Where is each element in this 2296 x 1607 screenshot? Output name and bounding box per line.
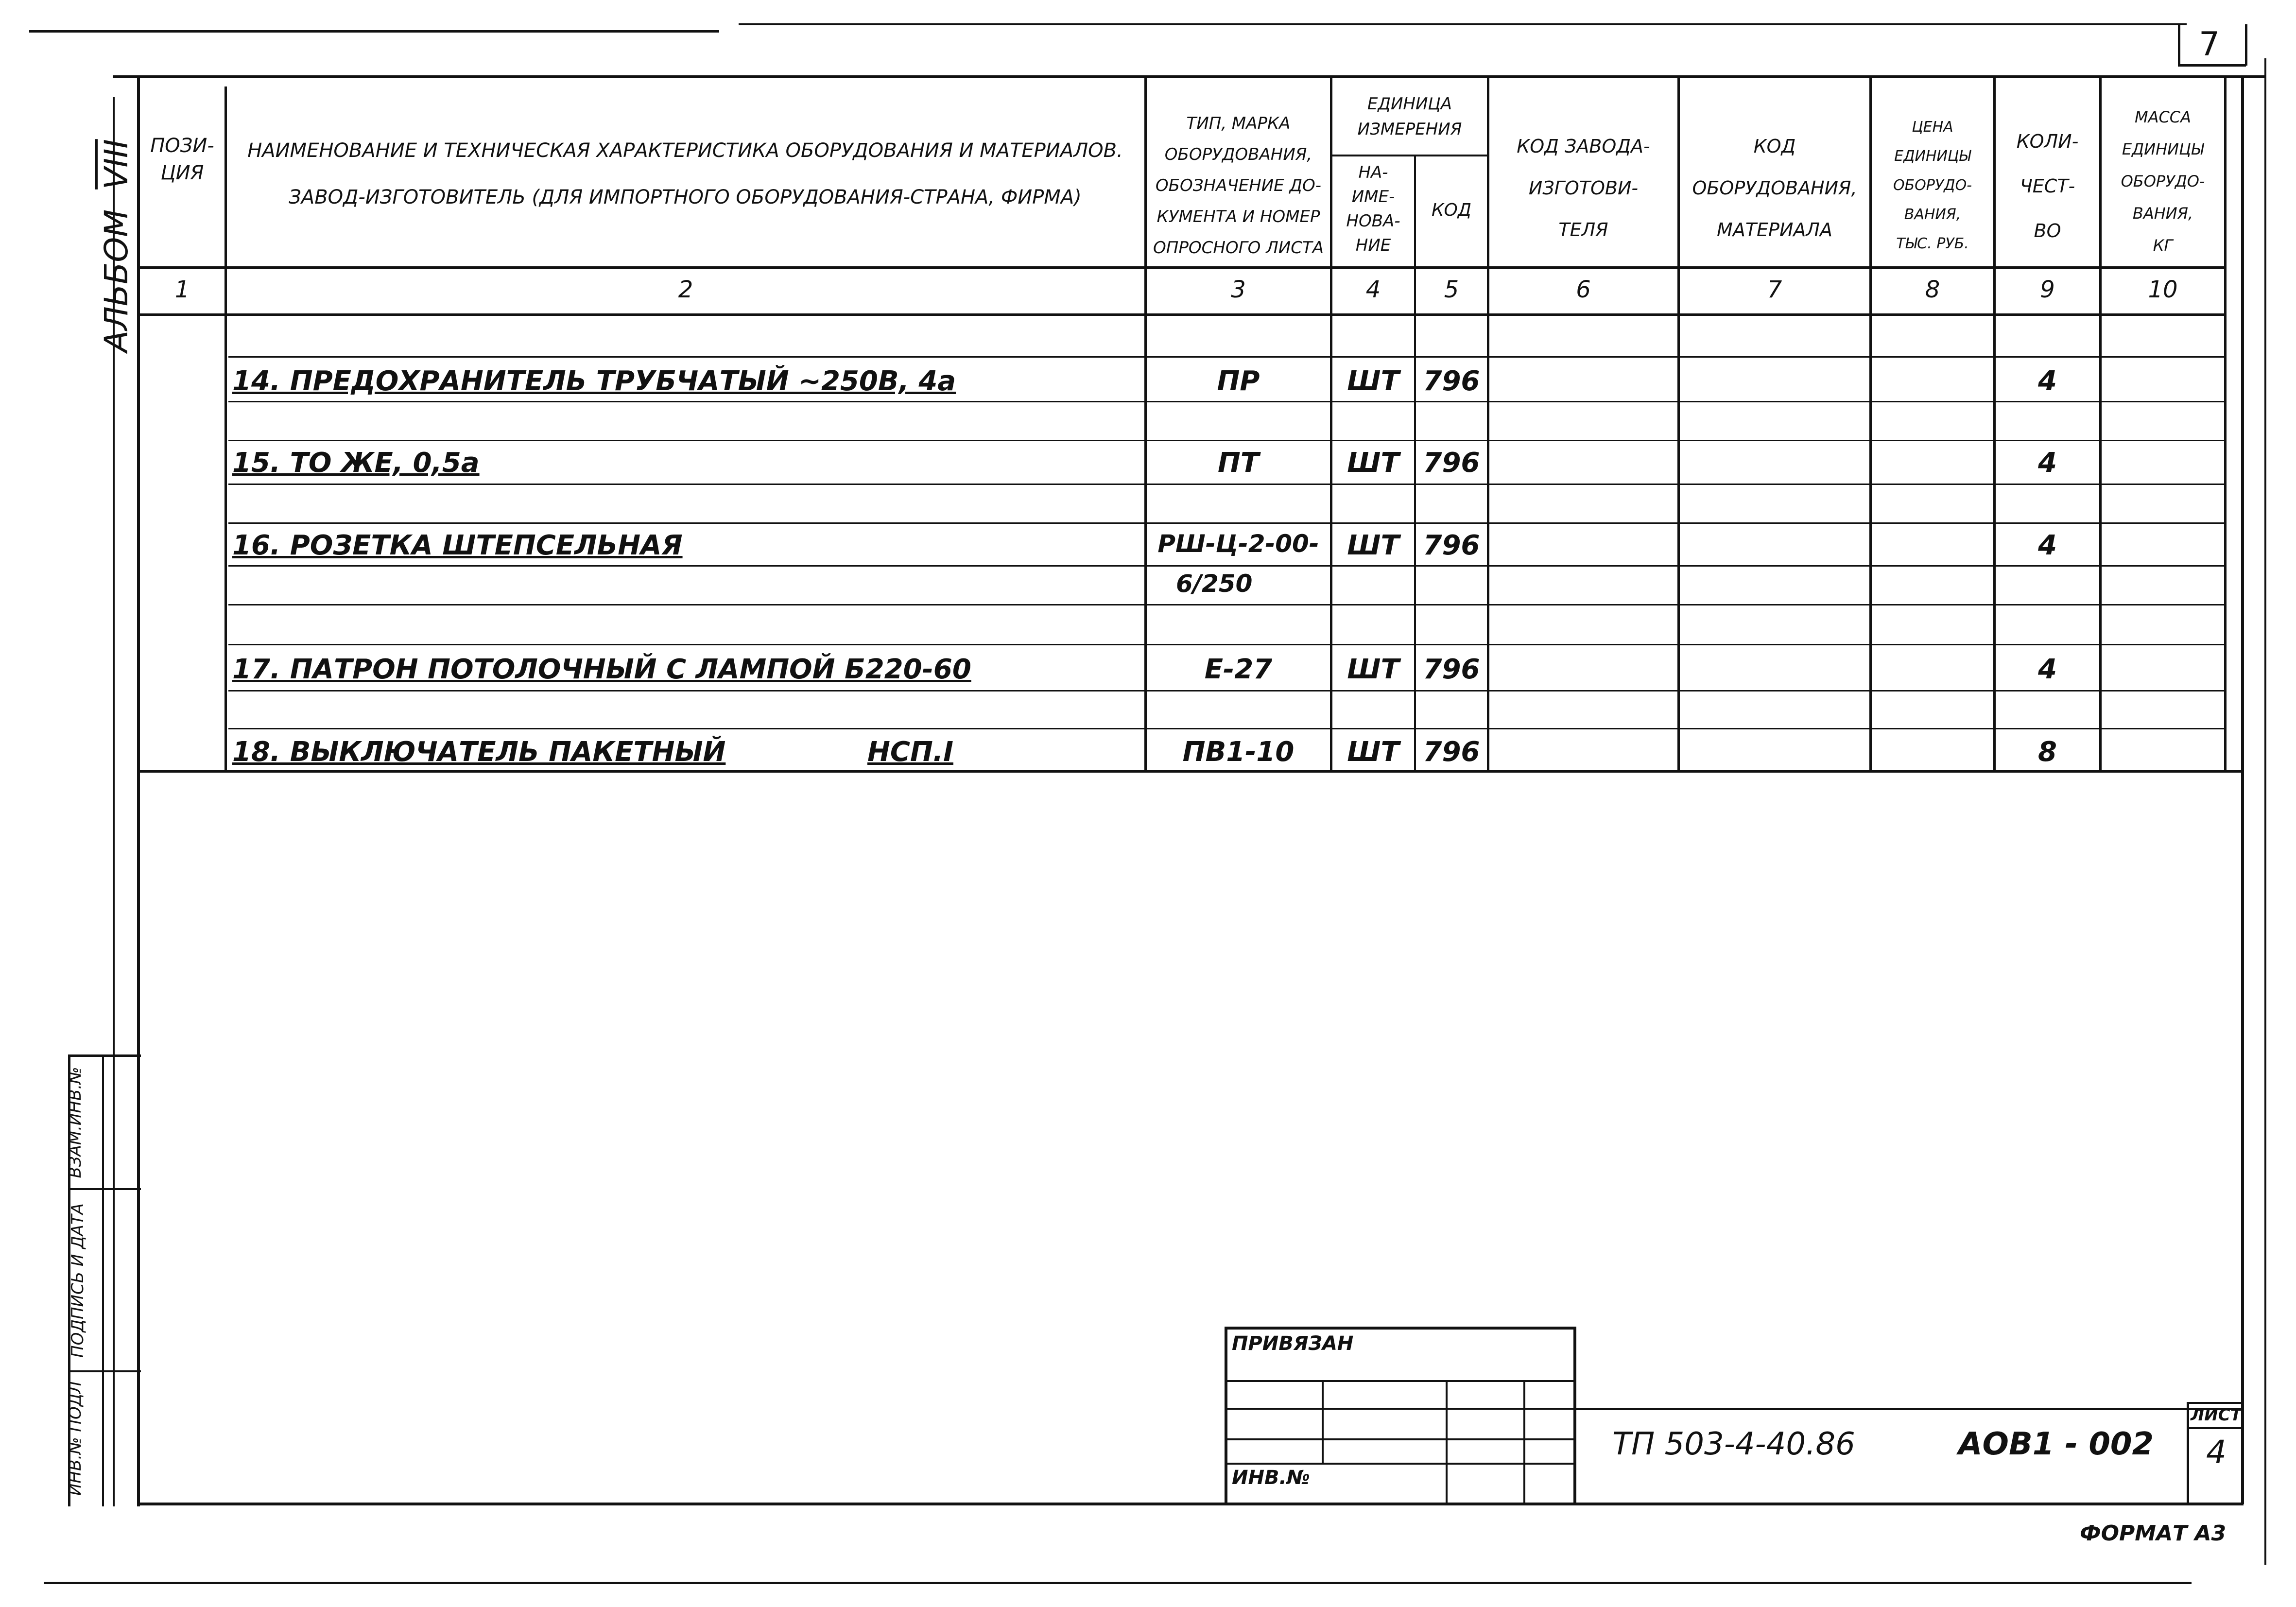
row-14-code: 796 xyxy=(1423,365,1480,397)
row-16-code: 796 xyxy=(1423,530,1480,561)
top-dash-line xyxy=(29,30,719,33)
privyazan-vline3 xyxy=(1523,1380,1525,1504)
colnum-2: 2 xyxy=(678,276,693,303)
row-16-name: 16. РОЗЕТКА ШТЕПСЕЛЬНАЯ xyxy=(232,530,683,561)
privyazan-vline2 xyxy=(1446,1380,1448,1504)
header-factory-line3: ТЕЛЯ xyxy=(1558,219,1608,241)
header-price-line4: ВАНИЯ, xyxy=(1904,206,1961,223)
row-18-type: ПВ1-10 xyxy=(1182,736,1295,768)
row-16-type: РШ-Ц-2-00- xyxy=(1157,530,1319,558)
table-body-bottom xyxy=(137,770,2244,773)
row-line-h xyxy=(228,644,2226,645)
row-17-name: 17. ПАТРОН ПОТОЛОЧНЫЙ С ЛАМПОЙ Б220-60 xyxy=(232,654,971,685)
row-line-i xyxy=(228,690,2226,691)
album-label-roman: VIII xyxy=(98,139,135,190)
row-line-d xyxy=(228,484,2226,485)
header-equipment-code xyxy=(1680,125,1869,251)
header-name-line1: НАИМЕНОВАНИЕ И ТЕХНИЧЕСКАЯ ХАРАКТЕРИСТИКА ОБОРУДОВАНИЯ И МАТЕРИАЛОВ. xyxy=(247,139,1123,162)
header-name-line2: ЗАВОД-ИЗГОТОВИТЕЛЬ (ДЛЯ ИМПОРТНОГО ОБОРУДОВАНИЯ-СТРАНА, ФИРМА) xyxy=(289,186,1082,208)
header-type-line1: ТИП, МАРКА xyxy=(1186,114,1291,133)
colnum-1: 1 xyxy=(174,276,190,303)
header-factory-line2: ИЗГОТОВИ- xyxy=(1528,177,1639,199)
row-17-unit: ШТ xyxy=(1347,654,1399,685)
row-line-e xyxy=(228,522,2226,524)
row-18-extra: НСП.I xyxy=(867,736,953,768)
list-number: 4 xyxy=(2206,1434,2227,1471)
row-line-j xyxy=(228,728,2226,729)
row-16-qty: 4 xyxy=(2038,530,2057,561)
sheet-corner-number: 7 xyxy=(2199,25,2220,64)
row-15-unit: ШТ xyxy=(1347,447,1399,479)
album-label-text: АЛЬБОМ xyxy=(98,209,135,352)
header-type-line4: КУМЕНТА И НОМЕР xyxy=(1157,207,1320,226)
frame-top xyxy=(113,75,2265,78)
header-quantity xyxy=(1996,119,2099,253)
frame-right xyxy=(2241,75,2244,1504)
doc-code: ТП 503-4-40.86 xyxy=(1612,1426,1855,1462)
header-mass-line1: МАССА xyxy=(2134,108,2192,126)
colnum-6: 6 xyxy=(1576,276,1591,303)
header-price-line1: ЦЕНА xyxy=(1912,119,1953,136)
header-type xyxy=(1147,108,1330,263)
row-16-type-cont: 6/250 xyxy=(1176,570,1253,598)
header-mass-line3: ОБОРУДО- xyxy=(2121,172,2205,190)
row-18-name: 18. ВЫКЛЮЧАТЕЛЬ ПАКЕТНЫЙ xyxy=(232,736,726,768)
header-price-line3: ОБОРУДО- xyxy=(1893,177,1972,194)
header-unit-code-line1: КОД xyxy=(1431,200,1472,220)
format-label: ФОРМАТ А3 xyxy=(2080,1521,2227,1546)
colnum-9: 9 xyxy=(2040,276,2055,303)
inv-no-label: ИНВ.№ xyxy=(1232,1467,1310,1489)
header-price-line2: ЕДИНИЦЫ xyxy=(1894,148,1971,165)
list-label: ЛИСТ xyxy=(2191,1405,2242,1425)
list-box-left xyxy=(2187,1402,2189,1504)
header-unit-line2: ИЗМЕРЕНИЯ xyxy=(1357,120,1462,139)
left-stamp-inv-podl: ИНВ.№ ПОДЛ xyxy=(66,1381,85,1496)
header-mass-line4: ВАНИЯ, xyxy=(2132,204,2193,223)
list-box-divider xyxy=(2187,1427,2243,1429)
row-15-code: 796 xyxy=(1423,447,1480,479)
header-quantity-line3: ВО xyxy=(2034,220,2061,242)
left-stamp-vzam: ВЗАМ.ИНВ.№ xyxy=(66,1067,85,1178)
header-quantity-line1: КОЛИ- xyxy=(2016,131,2079,152)
titleblock-top xyxy=(1574,1408,2243,1410)
privyazan-left xyxy=(1225,1327,1227,1504)
header-mass-line2: ЕДИНИЦЫ xyxy=(2122,140,2204,158)
privyazan-hline4 xyxy=(1225,1463,1575,1465)
row-18-qty: 8 xyxy=(2038,736,2057,768)
header-bottom-line xyxy=(137,266,2227,269)
header-equipment-line1: КОД xyxy=(1753,136,1796,157)
row-15-type: ПТ xyxy=(1217,447,1260,479)
row-16-unit: ШТ xyxy=(1347,530,1399,561)
row-14-unit: ШТ xyxy=(1347,365,1399,397)
header-price-line5: ТЫС. РУБ. xyxy=(1896,235,1969,252)
header-factory-code xyxy=(1489,125,1677,251)
unit-group-divider xyxy=(1330,155,1488,156)
row-18-code: 796 xyxy=(1423,736,1480,768)
row-17-code: 796 xyxy=(1423,654,1480,685)
left-stamp-podpis: ПОДПИСЬ И ДАТА xyxy=(68,1203,87,1358)
header-equipment-line2: ОБОРУДОВАНИЯ, xyxy=(1692,177,1857,199)
privyazan-label: ПРИВЯЗАН xyxy=(1232,1332,1354,1355)
album-label xyxy=(95,139,138,352)
privyazan-vline1 xyxy=(1322,1380,1324,1463)
colnum-bottom-line xyxy=(137,313,2227,316)
header-position xyxy=(140,132,224,187)
header-mass xyxy=(2102,101,2224,261)
colnum-5: 5 xyxy=(1444,276,1459,303)
header-unit-name-line1: НА- xyxy=(1358,163,1388,182)
colnum-7: 7 xyxy=(1767,276,1782,303)
header-unit-name-line2: ИМЕ- xyxy=(1351,187,1395,207)
row-line-g xyxy=(228,604,2226,605)
header-unit-group xyxy=(1332,91,1487,142)
header-mass-line5: КГ xyxy=(2153,236,2173,255)
privyazan-hline3 xyxy=(1225,1438,1575,1440)
row-14-name: 14. ПРЕДОХРАНИТЕЛЬ ТРУБЧАТЫЙ ~250В, 4а xyxy=(232,365,956,397)
colnum-4: 4 xyxy=(1365,276,1381,303)
header-position-line2: ЦИЯ xyxy=(160,162,204,184)
row-15-name: 15. ТО ЖЕ, 0,5а xyxy=(232,447,480,479)
row-14-qty: 4 xyxy=(2038,365,2057,397)
bottom-dash-line xyxy=(44,1582,2192,1584)
corner-box-bottom xyxy=(2178,64,2246,67)
right-trim-line xyxy=(2264,58,2266,1565)
colnum-10: 10 xyxy=(2148,276,2178,303)
colnum-3: 3 xyxy=(1231,276,1246,303)
row-line-f xyxy=(228,565,2226,567)
header-price xyxy=(1872,113,1993,259)
privyazan-hline1 xyxy=(1225,1380,1575,1382)
left-stamp-div2 xyxy=(68,1370,141,1372)
privyazan-hline2 xyxy=(1225,1408,1575,1410)
privyazan-right xyxy=(1573,1327,1576,1504)
row-15-qty: 4 xyxy=(2038,447,2057,479)
list-box-top xyxy=(2187,1402,2243,1404)
left-stamp-mid xyxy=(102,1054,104,1506)
header-name xyxy=(228,127,1142,221)
header-unit-name xyxy=(1332,160,1414,258)
header-unit-line1: ЕДИНИЦА xyxy=(1367,94,1452,114)
row-line-b xyxy=(228,401,2226,402)
header-unit-name-line4: НИЕ xyxy=(1355,236,1391,255)
header-position-line1: ПОЗИ- xyxy=(150,135,214,157)
header-type-line5: ОПРОСНОГО ЛИСТА xyxy=(1153,238,1324,258)
privyazan-top xyxy=(1225,1327,1575,1330)
row-17-qty: 4 xyxy=(2038,654,2057,685)
col-line-1 xyxy=(224,86,227,772)
row-line-c xyxy=(228,440,2226,441)
header-equipment-line3: МАТЕРИАЛА xyxy=(1717,219,1832,241)
sheet-code: АОВ1 - 002 xyxy=(1958,1426,2154,1462)
row-line-a xyxy=(228,356,2226,358)
header-unit-code xyxy=(1416,197,1487,224)
row-18-unit: ШТ xyxy=(1347,736,1399,768)
col-line-10 xyxy=(2224,75,2227,772)
frame-bottom xyxy=(137,1503,2244,1505)
header-quantity-line2: ЧЕСТ- xyxy=(2020,175,2075,197)
header-type-line2: ОБОРУДОВАНИЯ, xyxy=(1164,145,1312,164)
row-17-type: Е-27 xyxy=(1204,654,1273,685)
header-factory-line1: КОД ЗАВОДА- xyxy=(1517,136,1650,157)
header-unit-name-line3: НОВА- xyxy=(1346,211,1400,231)
colnum-8: 8 xyxy=(1925,276,1940,303)
top-dash-line-right xyxy=(739,23,2187,25)
corner-box-right xyxy=(2245,24,2247,66)
corner-box-left xyxy=(2178,24,2180,66)
row-14-type: ПР xyxy=(1217,365,1260,397)
header-type-line3: ОБОЗНАЧЕНИЕ ДО- xyxy=(1155,176,1322,195)
